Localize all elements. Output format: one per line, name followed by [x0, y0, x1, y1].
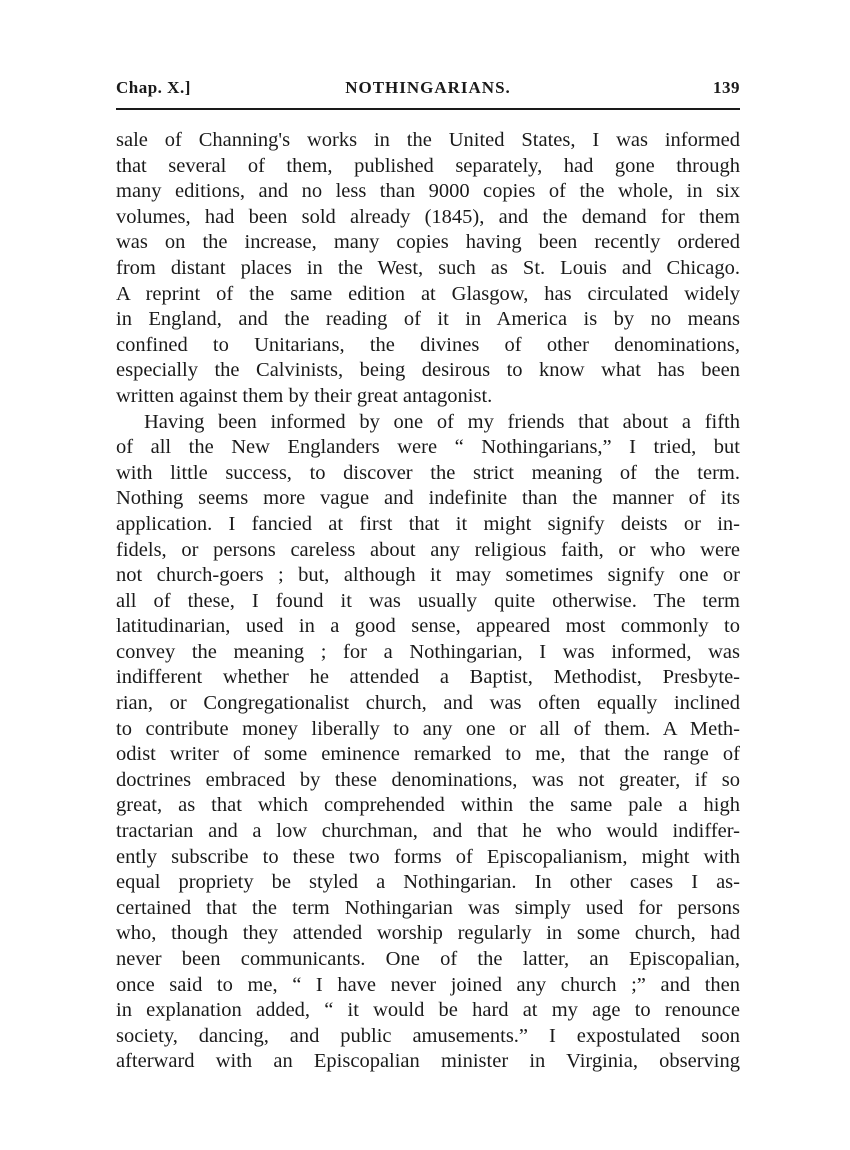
text-line: Nothing seems more vague and indefinite than the manner of its [116, 487, 740, 510]
text-line: many editions, and no less than 9000 copies of the whole, in six [116, 180, 740, 203]
text-line: confined to Unitarians, the divines of other denominations, [116, 333, 740, 356]
chapter-label: Chap. X.] [116, 78, 191, 97]
running-head [116, 72, 740, 102]
text-line: odist writer of some eminence remarked to me, that the range of [116, 743, 740, 766]
text-line: with little success, to discover the strict meaning of the term. [116, 461, 740, 484]
text-line: great, as that which comprehended within the same pale a high [116, 794, 740, 817]
text-line: application. I fancied at first that it might signify deists or in- [116, 512, 740, 535]
text-line: indifferent whether he attended a Baptist, Methodist, Presbyte- [116, 666, 740, 689]
book-page [116, 72, 740, 1075]
text-line: sale of Channing's works in the United States, I was informed [116, 129, 740, 151]
text-line: written against them by their great antagonist. [116, 384, 493, 407]
text-line: afterward with an Episcopalian minister in Virginia, observing [116, 1050, 740, 1073]
text-line: who, though they attended worship regularly in some church, had [116, 922, 740, 945]
text-line: ently subscribe to these two forms of Episcopalianism, might with [116, 845, 740, 868]
text-line: especially the Calvinists, being desirous to know what has been [116, 359, 740, 382]
text-line: volumes, had been sold already (1845), and the demand for them [116, 205, 740, 228]
text-line: fidels, or persons careless about any religious faith, or who were [116, 538, 740, 561]
text-line: from distant places in the West, such as St. Louis and Chicago. [116, 256, 740, 279]
paragraph-2 [116, 410, 740, 1075]
text-line: to contribute money liberally to any one or all of them. A Meth- [116, 717, 740, 740]
text-line: in explanation added, “ it would be hard at my age to renounce [116, 999, 740, 1022]
text-line: A reprint of the same edition at Glasgow, has circulated widely [116, 282, 740, 305]
body-text [116, 128, 740, 1075]
running-title: NOTHINGARIANS. [345, 78, 511, 97]
text-line: doctrines embraced by these denominations, was not greater, if so [116, 768, 740, 791]
text-line: once said to me, “ I have never joined any church ;” and then [116, 973, 740, 996]
text-line: latitudinarian, used in a good sense, appeared most commonly to [116, 615, 740, 638]
text-line: convey the meaning ; for a Nothingarian, I was informed, was [116, 640, 740, 663]
text-line: was on the increase, many copies having been recently ordered [116, 231, 740, 254]
text-line: tractarian and a low churchman, and that he who would indiffer- [116, 820, 740, 843]
text-line: all of these, I found it was usually quite otherwise. The term [116, 589, 740, 612]
text-line: society, dancing, and public amusements.” I expostulated soon [116, 1024, 740, 1047]
paragraph-1 [116, 128, 740, 410]
text-line: certained that the term Nothingarian was simply used for persons [116, 896, 740, 919]
text-line: not church-goers ; but, although it may sometimes signify one or [116, 564, 740, 587]
text-line: Having been informed by one of my friends that about a fifth [144, 410, 740, 433]
text-line: of all the New Englanders were “ Nothingarians,” I tried, but [116, 436, 740, 459]
text-line: equal propriety be styled a Nothingarian. In other cases I as- [116, 871, 740, 894]
text-line: rian, or Congregationalist church, and was often equally inclined [116, 692, 740, 715]
text-line: never been communicants. One of the latter, an Episcopalian, [116, 948, 740, 970]
header-rule [116, 108, 740, 110]
text-line: that several of them, published separately, had gone through [116, 154, 740, 177]
page-number: 139 [713, 78, 740, 97]
text-line: in England, and the reading of it in America is by no means [116, 308, 740, 331]
